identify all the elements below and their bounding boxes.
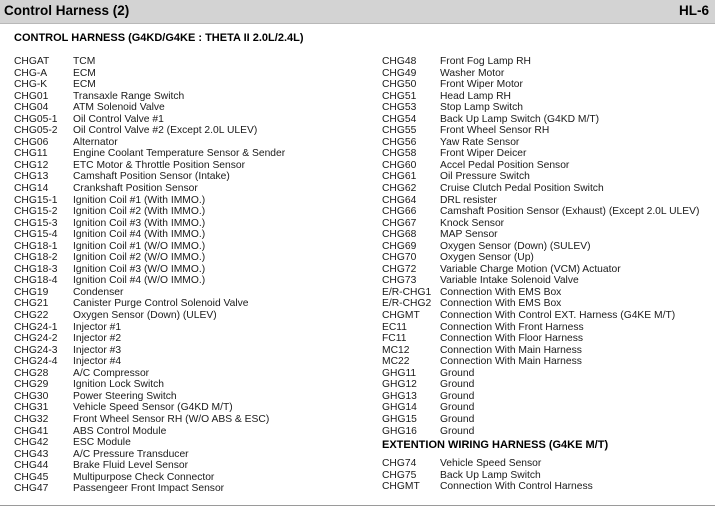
connector-code: CHG19 [14,286,49,298]
connector-row [14,148,285,160]
connector-row [14,275,285,287]
connector-code: CHG31 [14,402,49,414]
connector-row [382,68,699,80]
connector-description: Ground [440,402,475,414]
connector-code: CHG28 [14,367,49,379]
page-code: HL-6 [679,3,709,18]
connector-row [382,402,699,414]
connector-code: CHG56 [382,136,417,148]
connector-row [14,218,285,230]
connector-description: TCM [73,56,96,67]
connector-row [14,472,285,484]
connector-row [14,368,285,380]
connector-description: Passengeer Front Impact Sensor [73,483,225,495]
connector-code: CHG24-4 [14,356,58,368]
connector-row [14,56,285,68]
connector-code: CHG44 [14,460,49,472]
connector-description: Washer Motor [440,67,505,79]
connector-row [14,483,285,495]
connector-code: MC12 [382,344,410,356]
connector-description: MAP Sensor [440,229,498,241]
connector-code: CHG-A [14,67,48,79]
connector-code: CHG42 [14,437,49,449]
connector-code: CHG29 [14,379,49,391]
connector-description: Knock Sensor [440,217,505,229]
connector-code: CHG18-3 [14,263,58,275]
connector-description: Ignition Coil #1 (With IMMO.) [73,194,206,206]
connector-code: CHG64 [382,194,417,206]
connector-row [382,414,699,426]
connector-description: Brake Fluid Level Sensor [73,460,189,472]
connector-code: CHG15-4 [14,229,58,241]
connector-description: Ignition Coil #3 (W/O IMMO.) [73,263,206,275]
connector-row [14,229,285,241]
connector-description: ABS Control Module [73,425,167,437]
connector-code: CHG-K [14,79,48,91]
connector-code: CHG45 [14,471,49,483]
connector-row [382,333,699,345]
page-header [0,0,715,24]
connector-description: Ignition Lock Switch [73,379,165,391]
connector-code: CHG43 [14,448,49,460]
connector-row [382,183,699,195]
connector-code: CHG21 [14,298,49,310]
connector-code: CHG48 [382,56,417,67]
connector-row [382,322,699,334]
connector-row [14,426,285,438]
connector-description: Engine Coolant Temperature Sensor & Sender [73,148,286,160]
connector-description: Variable Intake Solenoid Valve [440,275,579,287]
connector-code: CHG58 [382,148,417,160]
connector-code: CHG04 [14,102,49,114]
connector-code: E/R-CHG1 [382,286,432,298]
connector-row [14,298,285,310]
connector-description: Alternator [73,136,118,148]
connector-row [14,333,285,345]
connector-row [382,195,699,207]
connector-row [382,102,699,114]
connector-code: CHG74 [382,458,417,469]
connector-row [14,345,285,357]
connector-description: Oil Pressure Switch [440,171,530,183]
connector-description: Front Wheel Sensor RH (W/O ABS & ESC) [73,413,270,425]
connector-description: Ignition Coil #1 (W/O IMMO.) [73,240,206,252]
connector-row [382,264,699,276]
connector-description: Head Lamp RH [440,90,511,102]
connector-description: Injector #2 [73,333,122,345]
connector-description: Ground [440,379,475,391]
connector-description: Ignition Coil #2 (W/O IMMO.) [73,252,206,264]
connector-code: CHG22 [14,310,49,322]
connector-description: Ignition Coil #4 (With IMMO.) [73,229,206,241]
connector-description: Vehicle Speed Sensor [440,458,542,469]
connector-description: Front Wiper Deicer [440,148,527,160]
connector-code: CHG11 [14,148,48,160]
connector-code: CHG15-1 [14,194,58,206]
connector-row [14,160,285,172]
connector-description: Connection With Floor Harness [440,333,584,345]
connector-row [382,56,699,68]
connector-description: Camshaft Position Sensor (Intake) [73,171,230,183]
connector-row [14,79,285,91]
connector-row [382,345,699,357]
page-title: Control Harness (2) [4,3,130,18]
connector-code: CHGAT [14,56,50,67]
connector-row [14,460,285,472]
connector-description: Oxygen Sensor (Down) (ULEV) [73,310,217,322]
connector-row [14,310,285,322]
connector-row [382,252,699,264]
connector-code: GHG14 [382,402,417,414]
connector-description: Canister Purge Control Solenoid Valve [73,298,249,310]
connector-description: Front Wheel Sensor RH [440,125,550,137]
connector-code: CHG18-1 [14,240,58,252]
connector-row [382,171,699,183]
connector-code: CHG70 [382,252,417,264]
connector-code: FC11 [382,333,407,345]
connector-row [382,426,699,438]
connector-row [382,458,593,470]
connector-description: Ignition Coil #2 (With IMMO.) [73,206,206,218]
connector-code: CHG67 [382,217,417,229]
connector-description: Injector #4 [73,356,122,368]
connector-row [382,298,699,310]
connector-row [382,148,699,160]
connector-code: CHG73 [382,275,417,287]
connector-row [382,206,699,218]
connector-row [14,206,285,218]
connector-code: EC11 [382,321,407,333]
connector-row [14,114,285,126]
connector-list-left [14,56,285,495]
connector-description: Ground [440,367,475,379]
connector-description: ESC Module [73,437,131,449]
connector-description: Ignition Coil #4 (W/O IMMO.) [73,275,206,287]
connector-row [14,437,285,449]
connector-description: Ignition Coil #3 (With IMMO.) [73,217,206,229]
connector-description: Front Fog Lamp RH [440,56,531,67]
connector-row [14,183,285,195]
connector-description: Injector #1 [73,321,122,333]
connector-description: Stop Lamp Switch [440,102,523,114]
connector-code: GHG12 [382,379,417,391]
connector-row [14,252,285,264]
connector-row [14,264,285,276]
connector-description: Connection With Control Harness [440,481,593,493]
connector-description: Crankshaft Position Sensor [73,183,198,195]
connector-code: GHG13 [382,390,417,402]
connector-description: Oil Control Valve #1 [73,113,164,125]
connector-code: CHG24-3 [14,344,58,356]
connector-description: Power Steering Switch [73,390,177,402]
connector-row [14,91,285,103]
connector-code: CHG61 [382,171,417,183]
connector-description: Connection With Main Harness [440,356,582,368]
connector-code: CHG50 [382,79,417,91]
connector-code: GHG16 [382,425,417,437]
connector-row [382,368,699,380]
connector-description: Oxygen Sensor (Up) [440,252,534,264]
connector-row [382,125,699,137]
connector-code: CHG68 [382,229,417,241]
connector-list-right [382,56,699,437]
connector-description: Back Up Lamp Switch (G4KD M/T) [440,113,600,125]
connector-description: ETC Motor & Throttle Position Sensor [73,159,246,171]
connector-code: CHG24-2 [14,333,58,345]
connector-description: Multipurpose Check Connector [73,471,215,483]
connector-code: CHG12 [14,159,49,171]
connector-description: Oxygen Sensor (Down) (SULEV) [440,240,591,252]
connector-row [14,287,285,299]
connector-description: Ground [440,413,475,425]
connector-row [382,79,699,91]
connector-list-extension [382,458,593,493]
connector-code: CHG69 [382,240,417,252]
section-title-extension-harness: EXTENTION WIRING HARNESS (G4KE M/T) [382,439,609,451]
connector-row [14,171,285,183]
connector-row [14,125,285,137]
connector-description: Variable Charge Motion (VCM) Actuator [440,263,621,275]
connector-description: Oil Control Valve #2 (Except 2.0L ULEV) [73,125,258,137]
connector-row [382,114,699,126]
connector-description: Transaxle Range Switch [73,90,185,102]
connector-code: CHG72 [382,263,417,275]
connector-code: CHG54 [382,113,417,125]
connector-code: CHG14 [14,183,49,195]
connector-code: CHG75 [382,469,417,481]
connector-code: CHG62 [382,183,417,195]
section-title-control-harness: CONTROL HARNESS (G4KD/G4KE : THETA II 2.0L/2.4L) [14,32,304,44]
connector-row [382,229,699,241]
connector-code: CHG41 [14,425,49,437]
connector-code: CHGMT [382,481,420,493]
connector-code: CHG18-2 [14,252,58,264]
connector-description: Condenser [73,286,124,298]
connector-code: CHG15-2 [14,206,58,218]
connector-description: Yaw Rate Sensor [440,136,520,148]
connector-row [14,102,285,114]
connector-code: E/R-CHG2 [382,298,432,310]
connector-row [14,68,285,80]
connector-code: CHGMT [382,310,420,322]
connector-row [382,391,699,403]
connector-code: MC22 [382,356,410,368]
connector-description: Connection With Main Harness [440,344,582,356]
connector-row [382,481,593,493]
connector-code: CHG13 [14,171,49,183]
connector-description: Connection With EMS Box [440,298,562,310]
connector-row [14,379,285,391]
connector-row [382,91,699,103]
connector-description: Accel Pedal Position Sensor [440,159,570,171]
connector-code: CHG32 [14,413,49,425]
connector-code: CHG06 [14,136,49,148]
connector-row [14,137,285,149]
bottom-divider [0,505,715,506]
connector-description: Connection With Front Harness [440,321,584,333]
connector-code: CHG15-3 [14,217,58,229]
connector-description: Camshaft Position Sensor (Exhaust) (Except 2.0L ULEV) [440,206,700,218]
connector-description: Cruise Clutch Pedal Position Switch [440,183,604,195]
connector-row [14,322,285,334]
connector-description: ECM [73,79,96,91]
connector-row [382,241,699,253]
connector-row [14,391,285,403]
connector-description: Ground [440,425,475,437]
connector-row [382,287,699,299]
connector-description: A/C Pressure Transducer [73,448,189,460]
connector-row [382,356,699,368]
connector-code: CHG01 [14,90,49,102]
connector-row [382,310,699,322]
connector-description: Front Wiper Motor [440,79,523,91]
connector-row [382,470,593,482]
connector-code: CHG66 [382,206,417,218]
connector-description: Connection With EMS Box [440,286,562,298]
connector-row [14,402,285,414]
connector-description: A/C Compressor [73,367,150,379]
connector-code: CHG05-2 [14,125,58,137]
connector-row [382,160,699,172]
connector-code: CHG49 [382,67,417,79]
connector-row [382,275,699,287]
connector-description: DRL resister [440,194,497,206]
connector-code: CHG24-1 [14,321,58,333]
connector-row [14,449,285,461]
connector-description: Ground [440,390,475,402]
connector-code: GHG11 [382,367,417,379]
connector-code: GHG15 [382,413,417,425]
connector-code: CHG18-4 [14,275,58,287]
connector-description: ECM [73,67,96,79]
connector-row [382,218,699,230]
connector-description: Injector #3 [73,344,122,356]
connector-description: ATM Solenoid Valve [73,102,165,114]
connector-code: CHG55 [382,125,417,137]
connector-code: CHG05-1 [14,113,58,125]
connector-description: Connection With Control EXT. Harness (G4KE M/T) [440,310,676,322]
connector-code: CHG47 [14,483,49,495]
connector-code: CHG60 [382,159,417,171]
connector-row [14,414,285,426]
connector-row [14,195,285,207]
connector-code: CHG53 [382,102,417,114]
connector-row [382,379,699,391]
connector-code: CHG51 [382,90,417,102]
connector-row [14,356,285,368]
connector-row [382,137,699,149]
connector-description: Back Up Lamp Switch [440,469,541,481]
connector-description: Vehicle Speed Sensor (G4KD M/T) [73,402,233,414]
connector-code: CHG30 [14,390,49,402]
connector-row [14,241,285,253]
